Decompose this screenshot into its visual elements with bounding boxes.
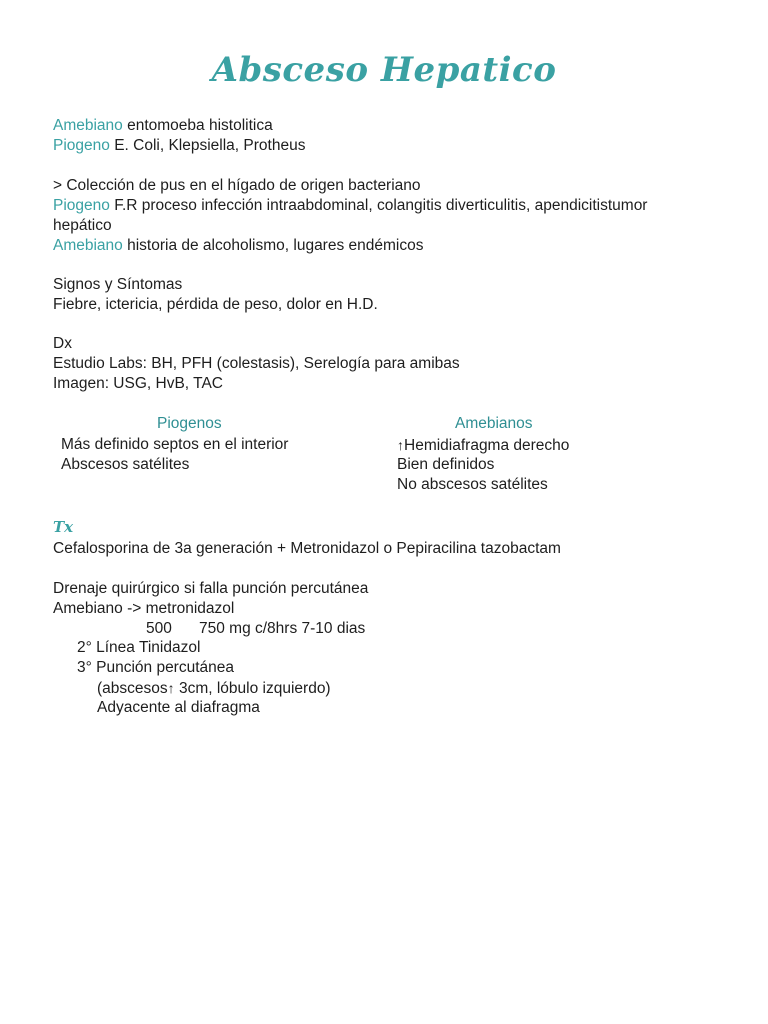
- amebianos-heading: Amebianos: [455, 415, 533, 432]
- tx-line: [97, 678, 331, 699]
- dx-imaging: Imagen: USG, HvB, TAC: [53, 375, 223, 392]
- signs-text: Fiebre, ictericia, pérdida de peso, dolor en H.D.: [53, 296, 378, 313]
- amebiano-label: Amebiano: [53, 117, 123, 134]
- up-arrow-icon: ↑: [397, 437, 404, 453]
- risk-piogeno-label: Piogeno: [53, 197, 110, 214]
- risk-amebiano-text: historia de alcoholismo, lugares endémicos: [122, 237, 424, 254]
- tx-dose-b: 750 mg c/8hrs 7-10 dias: [199, 620, 366, 637]
- tx-line: Adyacente al diafragma: [97, 699, 260, 716]
- definition: > Colección de pus en el hígado de origen bacteriano: [53, 177, 421, 194]
- amebiano-text: entomoeba histolitica: [122, 117, 273, 134]
- tx-line: 2° Línea Tinidazol: [77, 639, 201, 656]
- amebianos-item: [397, 435, 569, 456]
- tx-line: Amebiano -> metronidazol: [53, 600, 235, 617]
- tx-line7-post: 3cm, lóbulo izquierdo): [174, 680, 331, 697]
- amebianos-item: No abscesos satélites: [397, 476, 548, 493]
- piogeno-text: E. Coli, Klepsiella, Protheus: [109, 137, 306, 154]
- piogeno-label: Piogeno: [53, 137, 110, 154]
- amebianos-item-text: Hemidiafragma derecho: [404, 437, 570, 454]
- cause-amebiano: [53, 116, 273, 136]
- risk-amebiano: [53, 236, 423, 256]
- tx-line: Drenaje quirúrgico si falla punción percutánea: [53, 580, 369, 597]
- piogenos-heading: Piogenos: [157, 415, 222, 432]
- signs-heading: Signos y Síntomas: [53, 276, 183, 293]
- tx-line: 3° Punción percutánea: [77, 659, 235, 676]
- up-arrow-icon: ↑: [167, 680, 175, 696]
- tx-line: Cefalosporina de 3a generación + Metronidazol o Pepiracilina tazobactam: [53, 540, 561, 557]
- dx-heading: Dx: [53, 335, 72, 352]
- tx-dose-a: 500: [146, 620, 172, 637]
- dx-labs: Estudio Labs: BH, PFH (colestasis), Serelogía para amibas: [53, 355, 460, 372]
- page-title: Absceso Hepatico: [211, 50, 557, 90]
- amebianos-item: Bien definidos: [397, 456, 495, 473]
- piogenos-item: Abscesos satélites: [61, 456, 190, 473]
- risk-piogeno: [53, 196, 693, 236]
- piogenos-item: Más definido septos en el interior: [61, 436, 289, 453]
- risk-amebiano-label: Amebiano: [53, 237, 123, 254]
- tx-line7-pre: (abscesos: [97, 680, 168, 697]
- tx-heading: Tx: [53, 518, 74, 536]
- cause-piogeno: [53, 136, 305, 156]
- risk-piogeno-text: F.R proceso infección intraabdominal, colangitis diverticulitis, apendicitistumor hepático: [53, 197, 648, 234]
